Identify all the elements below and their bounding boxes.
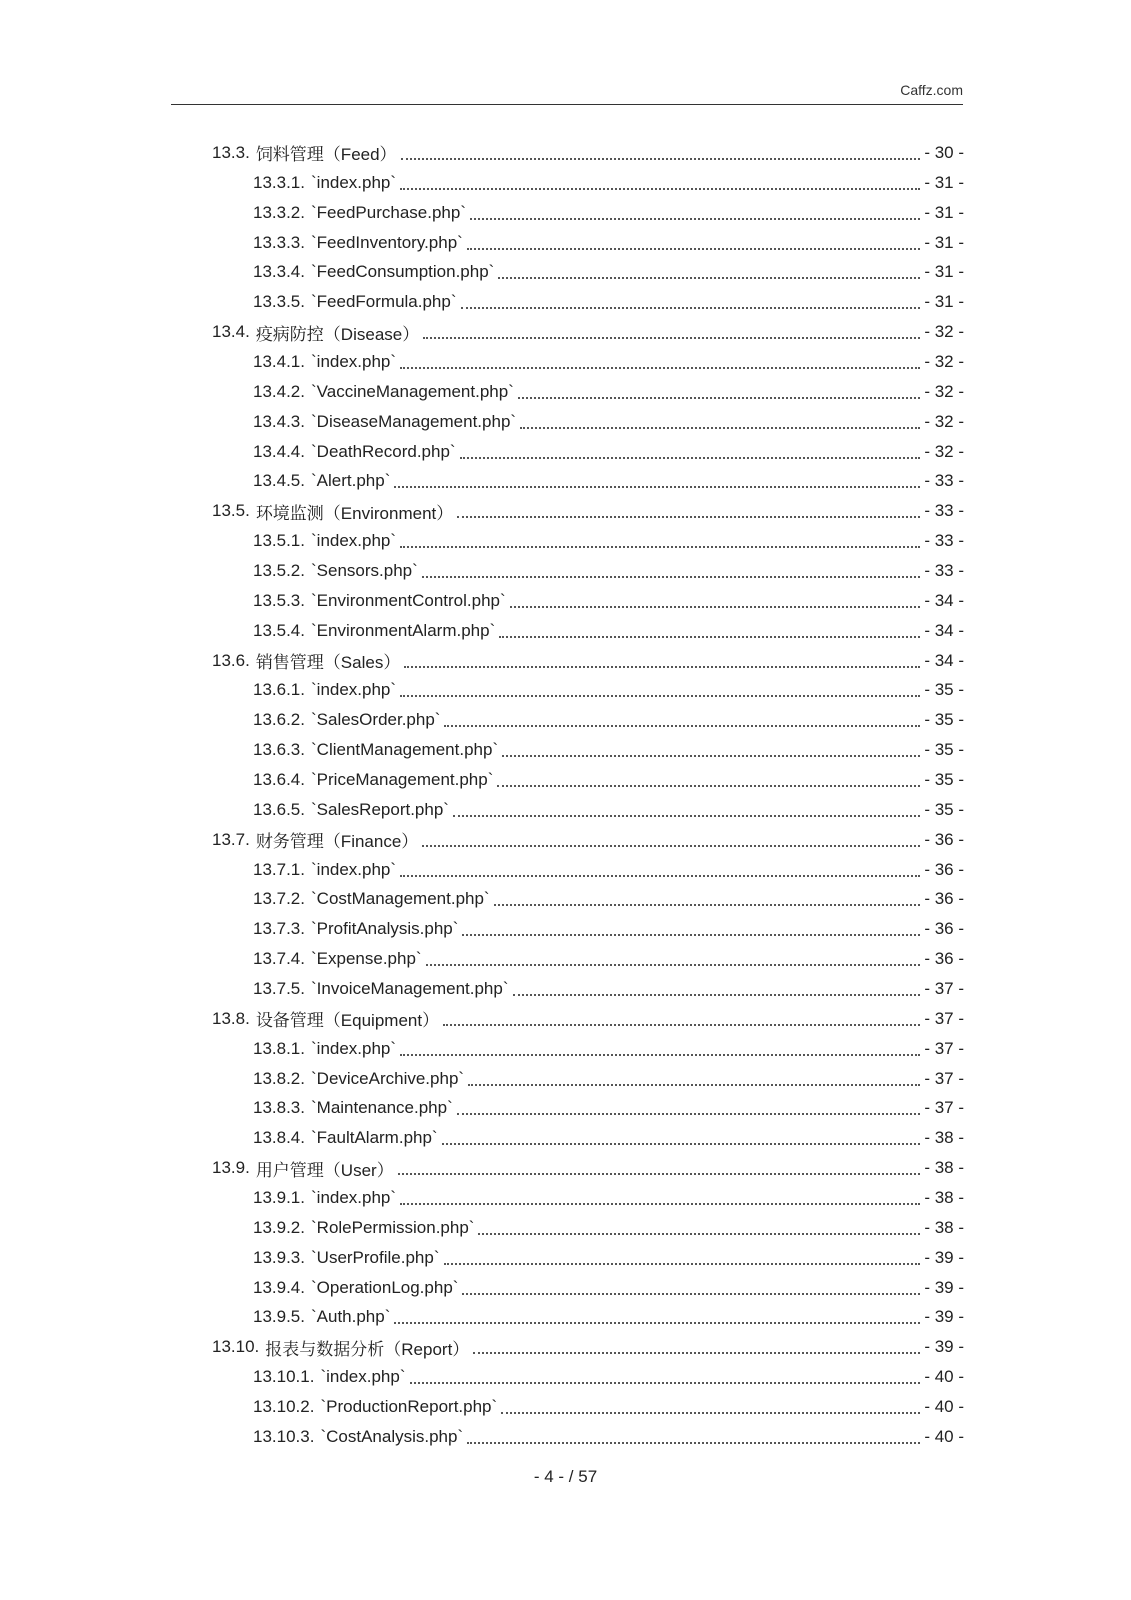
toc-subsection-entry[interactable]	[0, 466, 964, 496]
toc-dot-leader	[457, 1113, 921, 1115]
toc-entry-page: - 31 -	[924, 292, 964, 312]
toc-dot-leader	[467, 1442, 920, 1444]
toc-dot-leader	[457, 516, 920, 518]
toc-entry-number: 13.4.2.	[253, 381, 305, 401]
toc-entry-title: `ClientManagement.php`	[311, 740, 499, 760]
toc-entry-number: 13.6.5.	[253, 799, 305, 819]
toc-dot-leader	[400, 367, 920, 369]
toc-entry-page: - 33 -	[924, 501, 964, 521]
site-name: Caffz.com	[900, 82, 963, 98]
toc-entry-number: 13.9.4.	[253, 1277, 305, 1297]
toc-entry-title: `Alert.php`	[311, 471, 391, 491]
toc-entry-number: 13.9.5.	[253, 1307, 305, 1327]
toc-entry-page: - 36 -	[924, 829, 964, 849]
toc-dot-leader	[460, 457, 921, 459]
toc-entry-page: - 31 -	[924, 172, 964, 192]
toc-dot-leader	[398, 1173, 921, 1175]
toc-entry-number: 13.5.3.	[253, 590, 305, 610]
toc-subsection-entry[interactable]	[0, 1213, 964, 1243]
toc-entry-page: - 31 -	[924, 232, 964, 252]
toc-section-entry[interactable]	[0, 496, 964, 526]
toc-entry-title: `SalesOrder.php`	[311, 710, 441, 730]
toc-entry-page: - 35 -	[924, 769, 964, 789]
toc-entry-page: - 31 -	[924, 202, 964, 222]
toc-entry-title: `Sensors.php`	[311, 560, 418, 580]
toc-subsection-entry[interactable]	[0, 1243, 964, 1273]
toc-section-entry[interactable]	[0, 1332, 964, 1362]
toc-subsection-entry[interactable]	[0, 616, 964, 646]
toc-dot-leader	[518, 397, 920, 399]
toc-entry-title: 疫病防控（Disease）	[255, 324, 420, 344]
toc-entry-title: `DiseaseManagement.php`	[311, 411, 517, 431]
toc-dot-leader	[467, 248, 920, 250]
toc-entry-page: - 35 -	[924, 710, 964, 730]
toc-dot-leader	[453, 815, 920, 817]
toc-entry-page: - 38 -	[924, 1158, 964, 1178]
toc-subsection-entry[interactable]	[0, 1064, 964, 1094]
toc-entry-title: `Expense.php`	[311, 949, 422, 969]
toc-dot-leader	[494, 904, 921, 906]
toc-entry-title: `index.php`	[311, 1188, 397, 1207]
toc-dot-leader	[470, 218, 920, 220]
toc-section-entry[interactable]	[0, 825, 964, 855]
toc-subsection-entry[interactable]	[0, 795, 964, 825]
toc-entry-number: 13.4.1.	[253, 351, 305, 371]
toc-entry-title: `CostManagement.php`	[311, 889, 490, 909]
toc-entry-title: `RolePermission.php`	[311, 1217, 475, 1237]
toc-entry-page: - 32 -	[924, 411, 964, 431]
toc-entry-number: 13.10.2.	[253, 1397, 315, 1417]
toc-entry-title: `FeedPurchase.php`	[311, 202, 466, 222]
toc-subsection-entry[interactable]	[0, 1123, 964, 1153]
toc-entry-page: - 38 -	[924, 1217, 964, 1237]
toc-entry-title: `UserProfile.php`	[311, 1247, 440, 1267]
toc-entry-number: 13.7.2.	[253, 889, 305, 909]
toc-dot-leader	[423, 337, 920, 339]
toc-entry-title: `index.php`	[311, 531, 397, 551]
page-header	[171, 80, 963, 105]
toc-entry-number: 13.5.1.	[253, 531, 305, 551]
toc-entry-number: 13.9.	[212, 1158, 250, 1178]
toc-entry-page: - 36 -	[924, 949, 964, 969]
toc-entry-number: 13.5.4.	[253, 620, 305, 640]
toc-dot-leader	[400, 1203, 920, 1205]
toc-dot-leader	[394, 486, 920, 488]
toc-subsection-entry[interactable]	[0, 1273, 964, 1303]
toc-subsection-entry[interactable]	[0, 855, 964, 885]
toc-entry-page: - 32 -	[924, 381, 964, 401]
toc-subsection-entry[interactable]	[0, 974, 964, 1004]
toc-subsection-entry[interactable]	[0, 526, 964, 556]
toc-subsection-entry[interactable]	[0, 1422, 964, 1452]
toc-dot-leader	[510, 606, 921, 608]
toc-entry-title: `index.php`	[311, 1038, 397, 1058]
toc-dot-leader	[498, 277, 920, 279]
toc-dot-leader	[497, 785, 920, 787]
toc-entry-page: - 35 -	[924, 740, 964, 760]
toc-subsection-entry[interactable]	[0, 257, 964, 287]
toc-entry-number: 13.6.3.	[253, 740, 305, 760]
toc-entry-title: `OperationLog.php`	[311, 1277, 459, 1297]
toc-entry-page: - 36 -	[924, 859, 964, 879]
toc-subsection-entry[interactable]	[0, 287, 964, 317]
toc-entry-page: - 34 -	[924, 650, 964, 670]
toc-entry-page: - 35 -	[924, 680, 964, 700]
toc-subsection-entry[interactable]	[0, 347, 964, 377]
toc-dot-leader	[394, 1322, 920, 1324]
toc-entry-page: - 37 -	[924, 1068, 964, 1088]
toc-entry-page: - 40 -	[924, 1367, 964, 1387]
toc-dot-leader	[422, 845, 920, 847]
toc-entry-title: `DeathRecord.php`	[311, 441, 456, 461]
toc-subsection-entry[interactable]	[0, 735, 964, 765]
toc-dot-leader	[478, 1233, 920, 1235]
toc-entry-page: - 37 -	[924, 1098, 964, 1118]
toc-entry-number: 13.6.1.	[253, 680, 305, 700]
toc-entry-title: `DeviceArchive.php`	[311, 1068, 465, 1088]
toc-entry-number: 13.6.	[212, 650, 250, 670]
toc-entry-title: `CostAnalysis.php`	[320, 1426, 464, 1446]
toc-dot-leader	[502, 755, 920, 757]
toc-entry-number: 13.8.2.	[253, 1068, 305, 1088]
toc-entry-title: 报表与数据分析（Report）	[265, 1339, 470, 1359]
toc-subsection-entry[interactable]	[0, 377, 964, 407]
toc-section-entry[interactable]	[0, 138, 964, 168]
toc-entry-number: 13.7.5.	[253, 978, 305, 998]
toc-subsection-entry[interactable]	[0, 1094, 964, 1124]
toc-entry-title: `index.php`	[311, 172, 397, 192]
toc-entry-title: `index.php`	[311, 859, 397, 879]
toc-entry-title: `ProfitAnalysis.php`	[311, 919, 459, 939]
toc-subsection-entry[interactable]	[0, 198, 964, 228]
toc-entry-page: - 34 -	[924, 590, 964, 610]
toc-entry-title: `index.php`	[320, 1367, 406, 1387]
toc-entry-page: - 33 -	[924, 560, 964, 580]
toc-dot-leader	[501, 1412, 920, 1414]
toc-entry-title: `SalesReport.php`	[311, 799, 449, 819]
toc-entry-number: 13.8.1.	[253, 1038, 305, 1058]
toc-dot-leader	[499, 636, 920, 638]
toc-entry-number: 13.6.4.	[253, 769, 305, 789]
toc-dot-leader	[444, 725, 920, 727]
toc-entry-title: `FeedFormula.php`	[311, 292, 457, 312]
toc-entry-page: - 37 -	[924, 1038, 964, 1058]
toc-entry-page: - 34 -	[924, 620, 964, 640]
toc-subsection-entry[interactable]	[0, 914, 964, 944]
toc-entry-page: - 39 -	[924, 1247, 964, 1267]
toc-entry-title: `PriceManagement.php`	[311, 769, 494, 789]
toc-entry-page: - 39 -	[924, 1277, 964, 1297]
toc-entry-page: - 33 -	[924, 471, 964, 491]
toc-entry-number: 13.6.2.	[253, 710, 305, 730]
toc-section-entry[interactable]	[0, 317, 964, 347]
toc-entry-page: - 30 -	[924, 142, 964, 162]
toc-entry-page: - 40 -	[924, 1397, 964, 1417]
toc-entry-title: `ProductionReport.php`	[320, 1397, 498, 1417]
toc-entry-number: 13.4.5.	[253, 471, 305, 491]
toc-subsection-entry[interactable]	[0, 705, 964, 735]
toc-entry-number: 13.3.2.	[253, 202, 305, 222]
toc-entry-title: `InvoiceManagement.php`	[311, 978, 509, 998]
toc-entry-number: 13.4.3.	[253, 411, 305, 431]
toc-entry-number: 13.10.	[212, 1337, 260, 1357]
toc-entry-title: `index.php`	[311, 351, 397, 371]
toc-dot-leader	[400, 1054, 920, 1056]
toc-dot-leader	[520, 427, 920, 429]
toc-entry-number: 13.5.2.	[253, 560, 305, 580]
toc-entry-title: 环境监测（Environment）	[255, 503, 454, 523]
toc-dot-leader	[473, 1352, 920, 1354]
toc-entry-title: `index.php`	[311, 680, 397, 700]
toc-entry-number: 13.3.1.	[253, 172, 305, 192]
toc-subsection-entry[interactable]	[0, 1392, 964, 1422]
toc-entry-number: 13.8.	[212, 1008, 250, 1028]
toc-entry-number: 13.9.1.	[253, 1188, 305, 1207]
toc-entry-page: - 38 -	[924, 1188, 964, 1207]
toc-subsection-entry[interactable]	[0, 675, 964, 705]
toc-subsection-entry[interactable]	[0, 944, 964, 974]
toc-dot-leader	[410, 1382, 921, 1384]
toc-entry-title: 设备管理（Equipment）	[255, 1011, 440, 1031]
toc-dot-leader	[400, 875, 920, 877]
toc-entry-number: 13.8.3.	[253, 1098, 305, 1118]
toc-entry-title: `EnvironmentControl.php`	[311, 590, 506, 610]
toc-dot-leader	[513, 994, 921, 996]
toc-subsection-entry[interactable]	[0, 765, 964, 795]
toc-entry-page: - 32 -	[924, 441, 964, 461]
toc-entry-number: 13.4.	[212, 322, 250, 342]
toc-section-entry[interactable]	[0, 646, 964, 676]
toc-dot-leader	[400, 546, 920, 548]
toc-entry-title: 饲料管理（Feed）	[255, 145, 397, 165]
toc-entry-number: 13.8.4.	[253, 1128, 305, 1148]
toc-dot-leader	[400, 188, 920, 190]
toc-subsection-entry[interactable]	[0, 437, 964, 467]
toc-entry-title: `VaccineManagement.php`	[311, 381, 514, 401]
toc-entry-number: 13.9.2.	[253, 1217, 305, 1237]
toc-dot-leader	[404, 666, 920, 668]
toc-entry-page: - 38 -	[924, 1128, 964, 1148]
toc-entry-title: 财务管理（Finance）	[255, 832, 419, 852]
toc-entry-number: 13.3.4.	[253, 262, 305, 282]
toc-dot-leader	[462, 1293, 920, 1295]
toc-entry-number: 13.10.1.	[253, 1367, 315, 1387]
toc-dot-leader	[442, 1143, 921, 1145]
toc-entry-page: - 39 -	[924, 1307, 964, 1327]
toc-entry-page: - 37 -	[924, 1008, 964, 1028]
toc-subsection-entry[interactable]	[0, 228, 964, 258]
toc-dot-leader	[461, 307, 921, 309]
toc-entry-page: - 32 -	[924, 351, 964, 371]
toc-subsection-entry[interactable]	[0, 168, 964, 198]
toc-entry-number: 13.7.1.	[253, 859, 305, 879]
toc-entry-page: - 36 -	[924, 919, 964, 939]
toc-entry-title: `Maintenance.php`	[311, 1098, 453, 1118]
toc-entry-page: - 35 -	[924, 799, 964, 819]
toc-entry-page: - 37 -	[924, 978, 964, 998]
toc-entry-number: 13.7.3.	[253, 919, 305, 939]
toc-dot-leader	[462, 934, 920, 936]
toc-entry-page: - 39 -	[924, 1337, 964, 1357]
toc-subsection-entry[interactable]	[0, 1303, 964, 1333]
toc-entry-number: 13.7.	[212, 829, 250, 849]
toc-entry-title: `FaultAlarm.php`	[311, 1128, 438, 1148]
toc-subsection-entry[interactable]	[0, 1183, 964, 1213]
toc-dot-leader	[400, 695, 920, 697]
toc-dot-leader	[426, 964, 921, 966]
toc-entry-number: 13.10.3.	[253, 1426, 315, 1446]
toc-entry-page: - 36 -	[924, 889, 964, 909]
toc-dot-leader	[422, 576, 921, 578]
page-number: - 4 - / 57	[533, 1467, 598, 1486]
toc-entry-page: - 40 -	[924, 1426, 964, 1446]
toc-entry-title: `FeedInventory.php`	[311, 232, 463, 252]
toc-entry-title: 销售管理（Sales）	[255, 653, 401, 673]
toc-subsection-entry[interactable]	[0, 556, 964, 586]
toc-entry-page: - 33 -	[924, 531, 964, 551]
toc-entry-page: - 32 -	[924, 322, 964, 342]
toc-entry-number: 13.5.	[212, 501, 250, 521]
toc-entry-number: 13.7.4.	[253, 949, 305, 969]
toc-entry-number: 13.3.3.	[253, 232, 305, 252]
toc-subsection-entry[interactable]	[0, 1034, 964, 1064]
toc-entry-page: - 31 -	[924, 262, 964, 282]
toc-entry-number: 13.3.	[212, 142, 250, 162]
toc-entry-title: 用户管理（User）	[255, 1160, 394, 1180]
toc-entry-title: `EnvironmentAlarm.php`	[311, 620, 496, 640]
toc-dot-leader	[468, 1084, 920, 1086]
toc-subsection-entry[interactable]	[0, 884, 964, 914]
toc-subsection-entry[interactable]	[0, 407, 964, 437]
toc-dot-leader	[443, 1024, 920, 1026]
toc-dot-leader	[401, 158, 921, 160]
toc-dot-leader	[444, 1263, 921, 1265]
toc-subsection-entry[interactable]	[0, 1362, 964, 1392]
toc-entry-title: `Auth.php`	[311, 1307, 391, 1327]
table-of-contents	[0, 138, 1131, 1452]
toc-entry-title: `FeedConsumption.php`	[311, 262, 495, 282]
toc-entry-number: 13.3.5.	[253, 292, 305, 312]
toc-entry-number: 13.4.4.	[253, 441, 305, 461]
toc-entry-number: 13.9.3.	[253, 1247, 305, 1267]
toc-section-entry[interactable]	[0, 1004, 964, 1034]
toc-section-entry[interactable]	[0, 1153, 964, 1183]
toc-subsection-entry[interactable]	[0, 586, 964, 616]
